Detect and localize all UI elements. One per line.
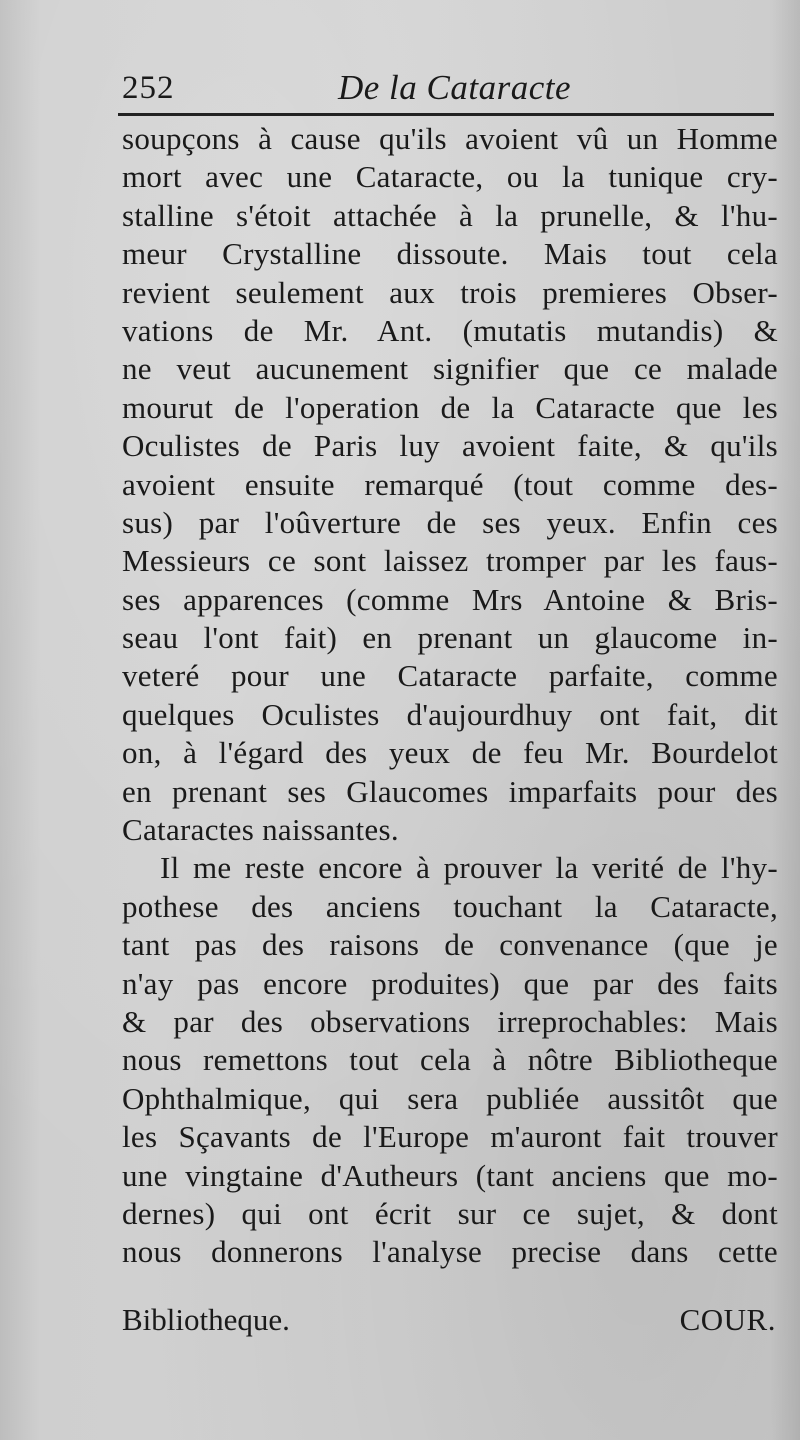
text-line: sus) par l'oûverture de ses yeux. Enfin ces (122, 504, 778, 540)
paragraph-1 (122, 120, 778, 849)
text-line: Cataractes naissantes. (122, 812, 399, 848)
text-line: seau l'ont fait) en prenant un glaucome in- (122, 620, 778, 656)
text-line: meur Crystalline dissoute. Mais tout cela (122, 236, 778, 272)
catchword: COUR. (679, 1302, 776, 1337)
text-line: revient seulement aux trois premieres Obser- (122, 274, 778, 310)
page-number: 252 (122, 70, 175, 106)
body-text (122, 120, 778, 1272)
text-line: ses apparences (comme Mrs Antoine & Bris- (122, 581, 778, 617)
text-line: les Sçavants de l'Europe m'auront fait trouver (122, 1119, 778, 1155)
text-line: avoient ensuite remarqué (tout comme des- (122, 466, 778, 502)
text-line: & par des observations irreprochables: Mais (122, 1003, 778, 1039)
header-rule (118, 113, 774, 116)
text-line: une vingtaine d'Autheurs (tant anciens que mo- (122, 1157, 778, 1193)
paragraph-2 (122, 849, 778, 1271)
text-line: en prenant ses Glaucomes imparfaits pour des (122, 773, 778, 809)
text-line: mourut de l'operation de la Cataracte que les (122, 389, 778, 425)
text-line: pothese des anciens touchant la Cataracte, (122, 888, 778, 924)
running-title: De la Cataracte (338, 68, 572, 107)
text-line: mort avec une Cataracte, ou la tunique cry- (122, 159, 778, 195)
text-line: on, à l'égard des yeux de feu Mr. Bourdelot (122, 735, 778, 771)
text-line: Oculistes de Paris luy avoient faite, & qu'ils (122, 428, 778, 464)
text-line: tant pas des raisons de convenance (que je (122, 927, 778, 963)
text-line: soupçons à cause qu'ils avoient vû un Homme (122, 121, 778, 156)
page-footer (122, 1302, 778, 1342)
text-line: ne veut aucunement signifier que ce malade (122, 351, 778, 387)
text-line: dernes) qui ont écrit sur ce sujet, & dont (122, 1195, 778, 1231)
page-header (122, 64, 772, 110)
text-line: vations de Mr. Ant. (mutatis mutandis) & (122, 312, 778, 348)
final-line: Bibliotheque. (122, 1302, 290, 1337)
text-line: Ophthalmique, qui sera publiée aussitôt que (122, 1080, 778, 1116)
text-line: Il me reste encore à prouver la verité de l'hy- (160, 850, 778, 886)
text-line: veteré pour une Cataracte parfaite, comme (122, 658, 778, 694)
text-line: n'ay pas encore produites) que par des faits (122, 965, 778, 1001)
text-line: nous remettons tout cela à nôtre Bibliotheque (122, 1042, 778, 1078)
text-line: Messieurs ce sont laissez tromper par les faus- (122, 543, 778, 579)
text-line: nous donnerons l'analyse precise dans cette (122, 1234, 778, 1270)
text-line: quelques Oculistes d'aujourdhuy ont fait, dit (122, 696, 778, 732)
text-line: stalline s'étoit attachée à la prunelle, & l'hu- (122, 197, 778, 233)
